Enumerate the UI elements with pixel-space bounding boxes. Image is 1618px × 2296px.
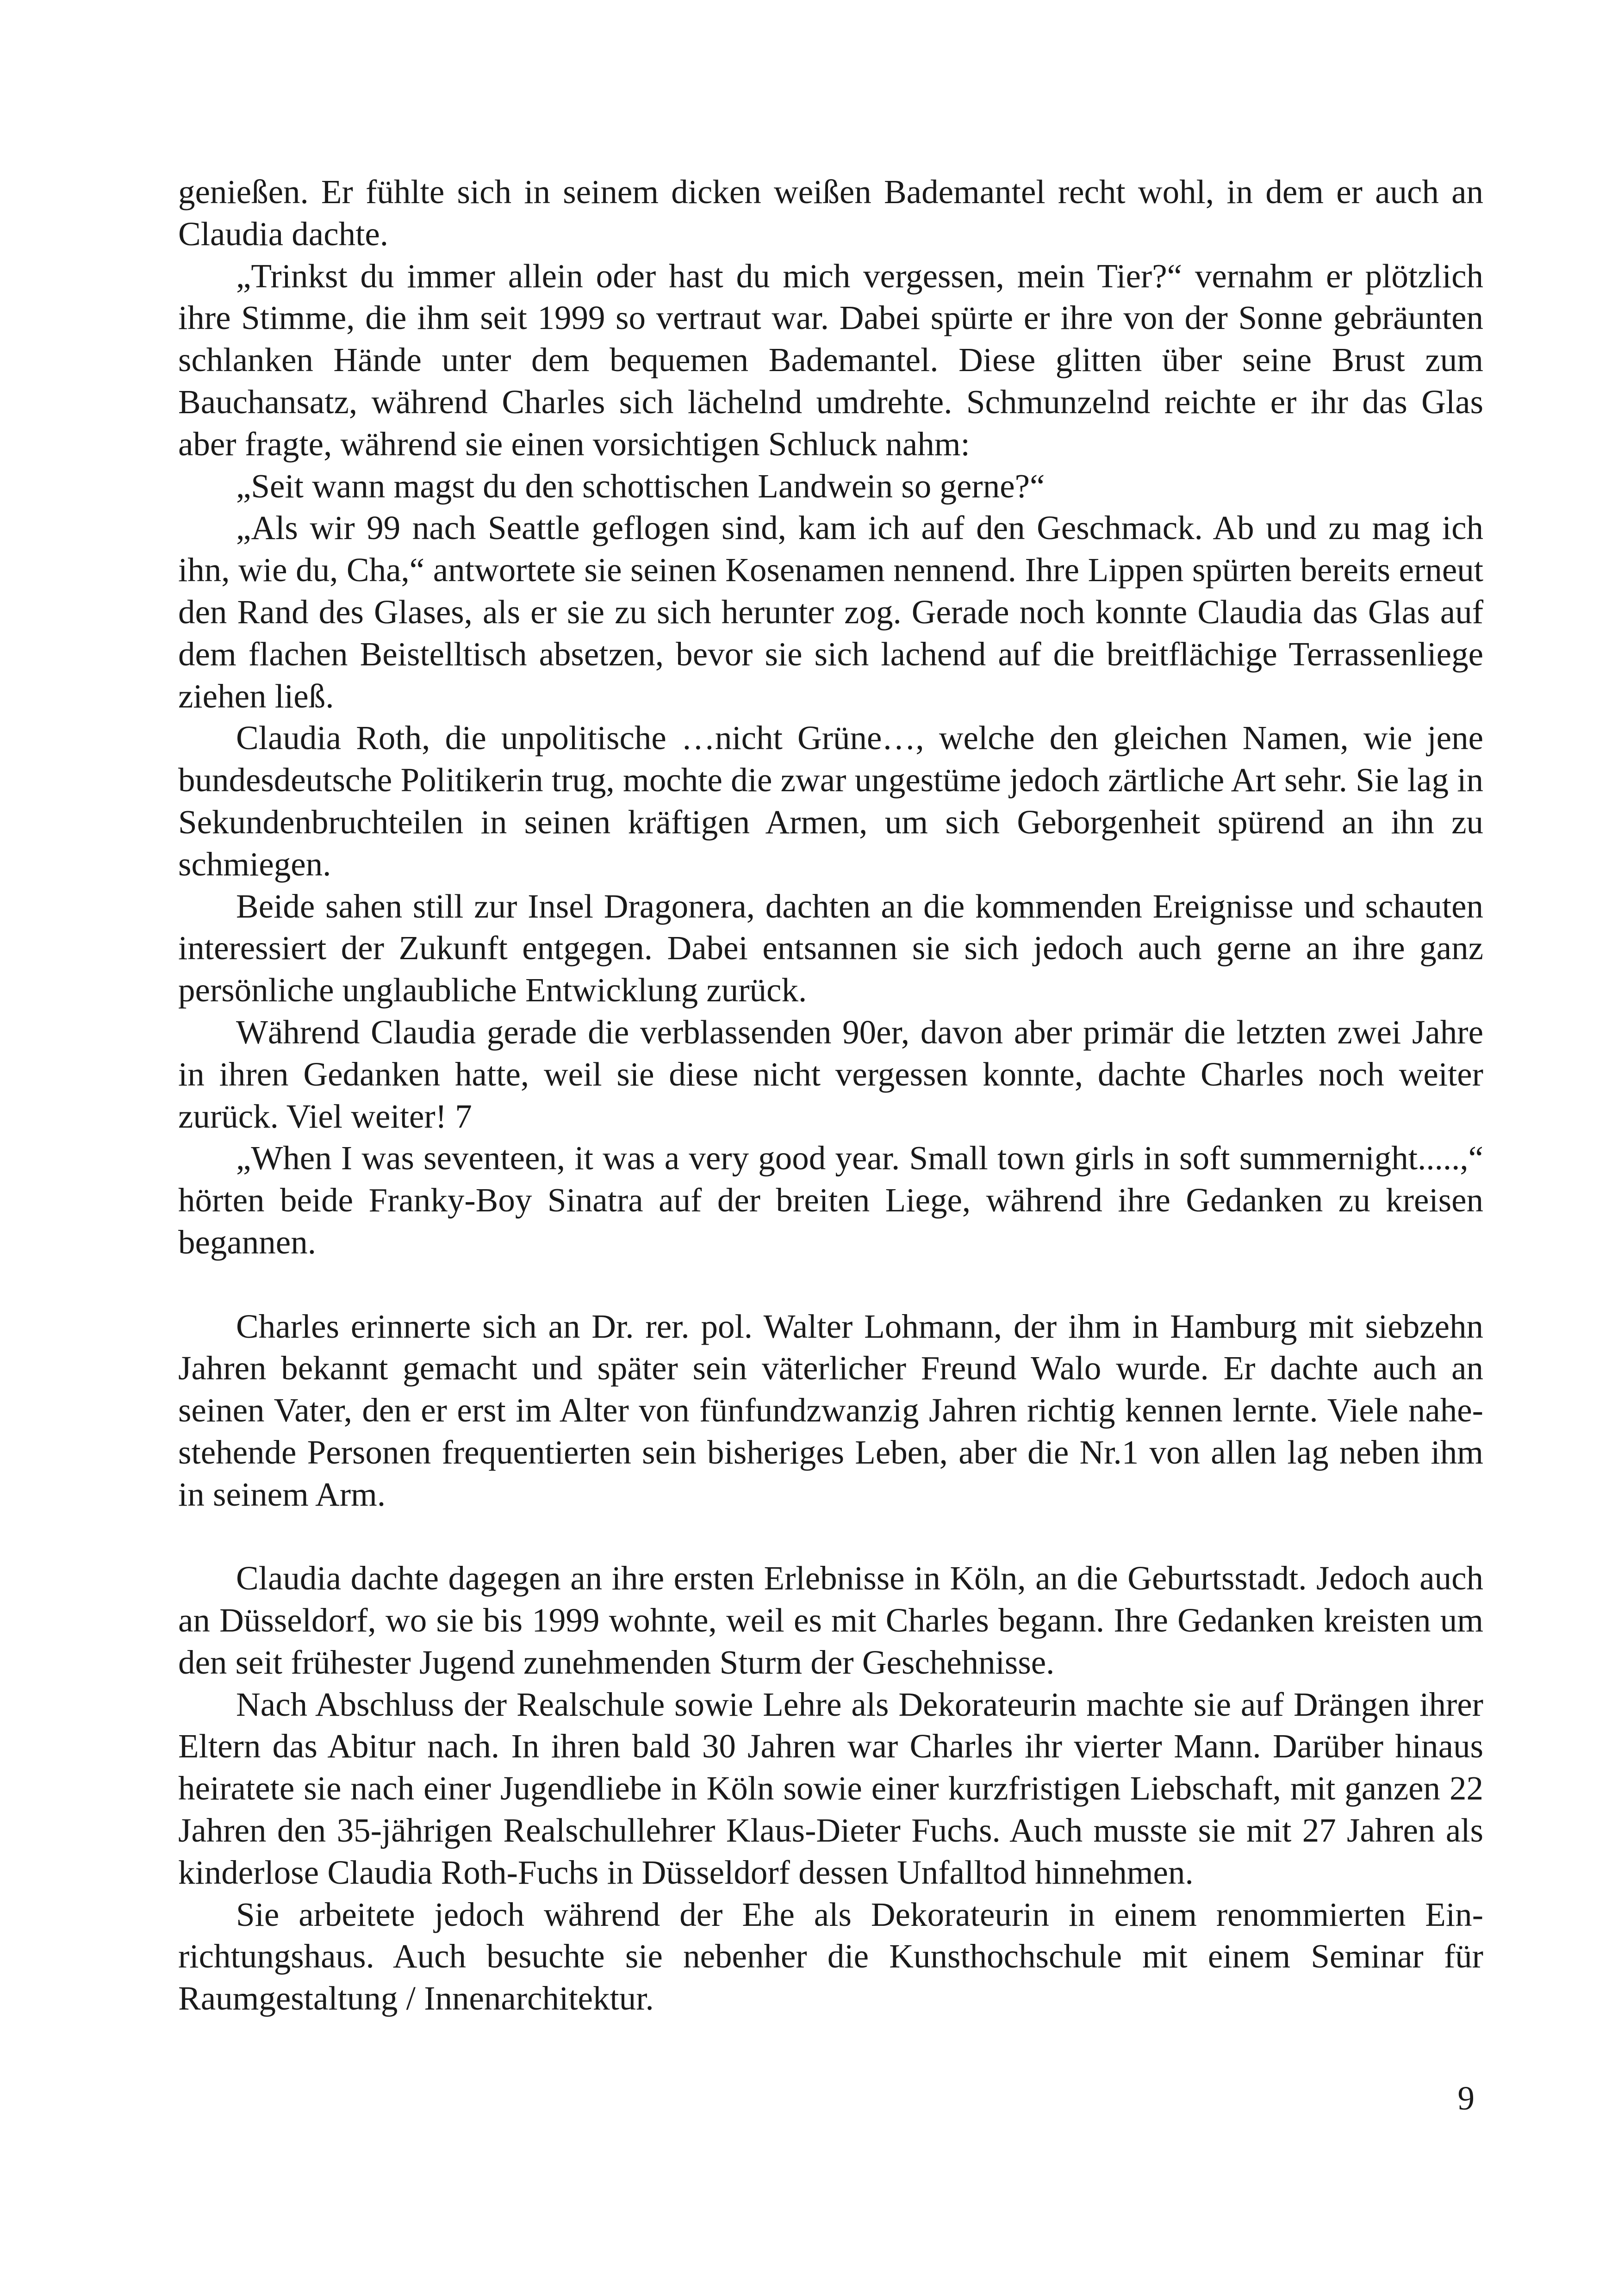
paragraph: Nach Abschluss der Realschule sowie Lehre als Dekorateurin machte sie auf Drängen ihrer Eltern das Abitur nach. In ihren bald 30 Jahren war Charles ihr vierter Mann. Darüber hinaus heiratete sie nach einer Jugendliebe in Köln sowie einer kurzfristigen Liebschaft, mit ganzen 22 Jahren den 35-jährigen Realschullehrer Klaus-Dieter Fuchs. Auch musste sie mit 27 Jahren als kinderlose Claudia Roth-Fuchs in Düsseldorf dessen Unfalltod hinnehmen. [178,1685,1483,1891]
paragraph: Claudia dachte dagegen an ihre ersten Erlebnisse in Köln, an die Geburtsstadt. Jedoch auch an Düsseldorf, wo sie bis 1999 wohnte, weil es mit Charles begann. Ihre Gedanken kreisten um den seit frühester Jugend zunehmenden Sturm der Geschehnisse. [178,1559,1483,1681]
page-number: 9 [1457,2079,1475,2117]
paragraph: „Als wir 99 nach Seattle geflogen sind, kam ich auf den Geschmack. Ab und zu mag ich ihn, wie du, Cha,“ antwortete sie seinen Kosenamen nennend. Ihre Lippen spürten bereits erneut den Rand des Glases, als er sie zu sich herunter zog. Gerade noch konnte Claudia das Glas auf dem flachen Beistelltisch absetzen, bevor sie sich lachend auf die breitflächige Terrassenliege ziehen ließ. [178,509,1483,715]
paragraph-gap [178,1264,1483,1306]
paragraph: Während Claudia gerade die verblassenden 90er, davon aber primär die letzten zwei Jahre in ihren Gedanken hatte, weil sie diese nicht vergessen konnte, dachte Charles noch weiter zurück. Viel weiter! 7 [178,1013,1483,1135]
paragraph: „Trinkst du immer allein oder hast du mich vergessen, mein Tier?“ vernahm er plötzlich ihre Stimme, die ihm seit 1999 so vertraut war. Dabei spürte er ihre von der Sonne gebräunten schlanken Hände unter dem bequemen Bademantel. Diese glitten über seine Brust zum Bauchansatz, während Charles sich lächelnd umdrehte. Schmunzelnd reichte er ihr das Glas aber fragte, während sie einen vorsichtigen Schluck nahm: [178,257,1483,463]
paragraph-gap [178,1516,1483,1558]
paragraph: „Seit wann magst du den schottischen Landwein so gerne?“ [236,467,1045,505]
paragraph: genießen. Er fühlte sich in seinem dicken weißen Bademantel recht wohl, in dem er auch an Claudia dachte. [178,173,1483,253]
paragraph: Beide sahen still zur Insel Dragonera, dachten an die kommenden Ereignisse und schauten interessiert der Zukunft entgegen. Dabei entsannen sie sich jedoch auch gerne an ihre ganz persönliche unglaubliche Entwicklung zurück. [178,887,1483,1009]
paragraph: „When I was seventeen, it was a very good year. Small town girls in soft summernight.....,“ hörten beide Franky-Boy Sinatra auf der breiten Liege, während ihre Gedanken zu kreisen begannen. [178,1139,1483,1261]
paragraph: Sie arbeitete jedoch während der Ehe als Dekorateurin in einem renommierten Einrichtungshaus. Auch besuchte sie nebenher die Kunsthochschule mit einem Seminar für Raumgestaltung / Innenarchitektur. [178,1895,1483,2017]
paragraph: Claudia Roth, die unpolitische …nicht Grüne…, welche den gleichen Namen, wie jene bundesdeutsche Politikerin trug, mochte die zwar ungestüme jedoch zärtliche Art sehr. Sie lag in Sekundenbruchteilen in seinen kräftigen Armen, um sich Geborgenheit spürend an ihn zu schmiegen. [178,719,1483,883]
paragraph: Charles erinnerte sich an Dr. rer. pol. Walter Lohmann, der ihm in Hamburg mit siebzehn Jahren bekannt gemacht und später sein väterlicher Freund Walo wurde. Er dachte auch an seinen Vater, den er erst im Alter von fünfundzwanzig Jahren richtig kennen lernte. Viele nahe-stehende Personen frequentierten sein bisheriges Leben, aber die Nr.1 von allen lag neben ihm in seinem Arm. [178,1307,1483,1513]
body-text [178,171,1483,2020]
